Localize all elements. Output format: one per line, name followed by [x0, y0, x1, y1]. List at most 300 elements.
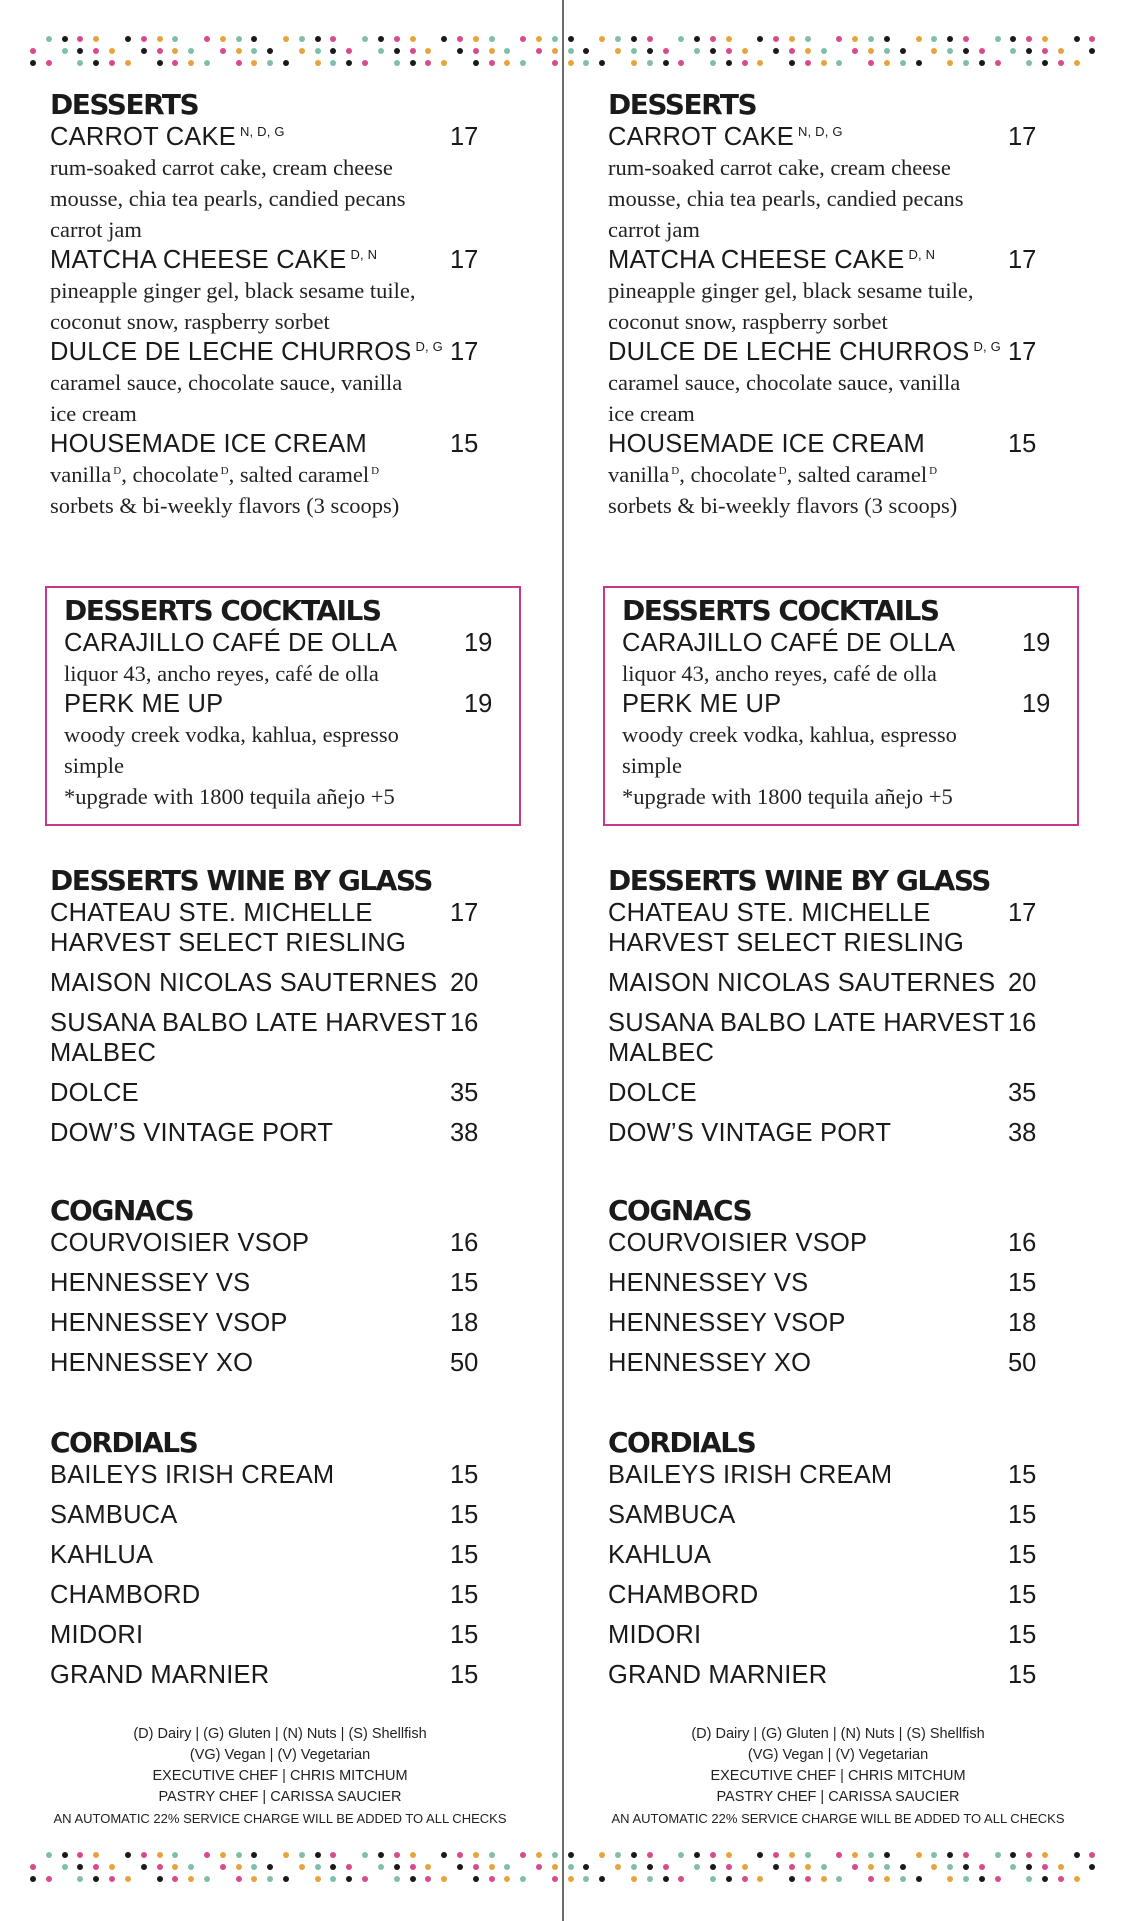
- description-line: ice cream: [50, 401, 137, 426]
- flavor-name: , chocolate: [121, 462, 219, 487]
- decorative-dot: [836, 36, 842, 42]
- decorative-dot: [1074, 36, 1080, 42]
- decorative-dot: [773, 1864, 779, 1870]
- menu-item-row: [50, 1078, 560, 1108]
- desserts-section: [50, 88, 560, 521]
- decorative-dot: [805, 1876, 811, 1882]
- decorative-dot: [568, 1852, 574, 1858]
- decorative-dot: [204, 36, 210, 42]
- decorative-dot: [979, 60, 985, 66]
- decorative-dot: [425, 1876, 431, 1882]
- item-name-text: MIDORI: [608, 1621, 702, 1649]
- item-description: [50, 275, 560, 337]
- dairy-tag: D: [113, 464, 122, 477]
- decorative-dot: [1010, 1852, 1016, 1858]
- decorative-dot: [362, 36, 368, 42]
- decorative-dot: [726, 48, 732, 54]
- decorative-dot: [615, 1852, 621, 1858]
- decorative-dot: [694, 36, 700, 42]
- decorative-dot: [504, 60, 510, 66]
- decorative-dot: [473, 1876, 479, 1882]
- description-line: ice cream: [608, 401, 695, 426]
- decorative-dot: [267, 48, 273, 54]
- decorative-dot: [568, 60, 574, 66]
- decorative-dot: [346, 1876, 352, 1882]
- decorative-dot: [410, 36, 416, 42]
- decorative-dot: [489, 1852, 495, 1858]
- decorative-dot: [77, 36, 83, 42]
- decorative-dot: [299, 1864, 305, 1870]
- description-line: rum-soaked carrot cake, cream cheese: [608, 155, 951, 180]
- dietary-tags: D, G: [415, 338, 443, 354]
- decorative-dot: [251, 1864, 257, 1870]
- menu-item-row: [608, 1500, 1118, 1540]
- decorative-dot: [979, 48, 985, 54]
- section-title: COGNACS: [608, 1194, 752, 1227]
- decorative-dot: [157, 36, 163, 42]
- decorative-dot: [204, 1852, 210, 1858]
- description-line: *upgrade with 1800 tequila añejo +5: [64, 784, 395, 809]
- decorative-dot: [62, 36, 68, 42]
- item-price: 16: [450, 1009, 479, 1037]
- item-price: 15: [1008, 1621, 1037, 1649]
- flavor-name: , chocolate: [679, 462, 777, 487]
- item-name-text: HOUSEMADE ICE CREAM: [50, 430, 367, 458]
- item-price: 17: [450, 123, 479, 151]
- dairy-tag: D: [220, 464, 229, 477]
- decorative-dot: [1010, 48, 1016, 54]
- item-name-line: HARVEST SELECT RIESLING: [50, 929, 407, 957]
- decorative-dot: [916, 36, 922, 42]
- decorative-dot: [157, 60, 163, 66]
- item-price: 19: [464, 629, 493, 657]
- decorative-dot: [631, 1852, 637, 1858]
- item-name-text: HOUSEMADE ICE CREAM: [608, 430, 925, 458]
- dessert-wine-section: [50, 864, 560, 1158]
- decorative-dot: [757, 60, 763, 66]
- description-line: simple: [622, 753, 682, 778]
- decorative-dot: [884, 36, 890, 42]
- decorative-dot: [647, 48, 653, 54]
- menu-item-row: [64, 689, 507, 719]
- decorative-dot: [710, 48, 716, 54]
- item-name: [64, 628, 464, 658]
- decorative-dot: [315, 36, 321, 42]
- item-name-text: HENNESSEY VSOP: [50, 1309, 288, 1337]
- menu-item-row: [50, 1660, 560, 1700]
- decorative-dot: [77, 1876, 83, 1882]
- decorative-dot: [267, 60, 273, 66]
- decorative-dot: [394, 1876, 400, 1882]
- decorative-dot: [789, 1876, 795, 1882]
- decorative-dot: [77, 60, 83, 66]
- decorative-dot: [599, 60, 605, 66]
- item-price: 19: [464, 690, 493, 718]
- item-name-text: GRAND MARNIER: [608, 1661, 828, 1689]
- item-description: [50, 459, 560, 521]
- decorative-dot: [188, 1876, 194, 1882]
- menu-item-row: [50, 337, 560, 367]
- decorative-dot: [1058, 60, 1064, 66]
- item-price: 15: [450, 430, 479, 458]
- menu-item-row: [608, 1580, 1118, 1620]
- decorative-dot: [172, 1864, 178, 1870]
- item-name-line: DOW’S VINTAGE PORT: [608, 1119, 892, 1147]
- item-name-text: HENNESSEY VS: [50, 1269, 251, 1297]
- decorative-dot: [441, 60, 447, 66]
- decorative-dot: [757, 1876, 763, 1882]
- decorative-dot: [125, 60, 131, 66]
- decorative-dot: [663, 1864, 669, 1870]
- decorative-dot: [1042, 36, 1048, 42]
- item-name-text: MIDORI: [50, 1621, 144, 1649]
- decorative-dot: [789, 36, 795, 42]
- decorative-dot: [315, 48, 321, 54]
- description-line: carrot jam: [608, 217, 700, 242]
- item-name-text: MATCHA CHEESE CAKE: [50, 246, 347, 274]
- decorative-dot: [852, 1864, 858, 1870]
- decorative-dot: [805, 1864, 811, 1870]
- item-price: 17: [1008, 338, 1037, 366]
- decorative-dot: [330, 36, 336, 42]
- decorative-dot: [267, 1876, 273, 1882]
- decorative-dot: [30, 48, 36, 54]
- decorative-dot: [536, 1864, 542, 1870]
- item-price: 15: [1008, 1501, 1037, 1529]
- decorative-dot: [520, 60, 526, 66]
- description-line: coconut snow, raspberry sorbet: [608, 309, 888, 334]
- decorative-dot: [441, 1852, 447, 1858]
- item-name: [608, 968, 1008, 998]
- decorative-dot: [836, 60, 842, 66]
- item-price: 18: [450, 1309, 479, 1337]
- decorative-dot: [963, 48, 969, 54]
- decorative-dot: [410, 1852, 416, 1858]
- decorative-dot: [504, 1864, 510, 1870]
- item-name: [608, 245, 1008, 275]
- decorative-dot: [663, 1876, 669, 1882]
- decorative-dot: [916, 1852, 922, 1858]
- cognacs-section: [608, 1194, 1118, 1388]
- decorative-dot: [157, 1876, 163, 1882]
- decorative-dot: [62, 1852, 68, 1858]
- section-title: DESSERTS: [608, 88, 757, 121]
- decorative-dot: [93, 1864, 99, 1870]
- item-name: [50, 1118, 450, 1148]
- menu-item-row: [50, 1228, 560, 1268]
- item-name-text: DULCE DE LECHE CHURROS: [50, 338, 412, 366]
- decorative-dot: [836, 1852, 842, 1858]
- item-price: 20: [1008, 969, 1037, 997]
- cordials-section: [608, 1426, 1118, 1700]
- section-title: COGNACS: [50, 1194, 194, 1227]
- decorative-dot: [457, 1852, 463, 1858]
- item-name: [608, 1008, 1008, 1068]
- decorative-dot: [236, 1876, 242, 1882]
- item-name-line: HARVEST SELECT RIESLING: [608, 929, 965, 957]
- decorative-dot: [362, 1876, 368, 1882]
- item-name-text: PERK ME UP: [622, 690, 782, 718]
- menu-item-row: [50, 1460, 560, 1500]
- menu-page-right: [608, 88, 1118, 1828]
- item-price: 38: [450, 1119, 479, 1147]
- flavor-name: , salted caramel: [786, 462, 928, 487]
- decorative-dot: [378, 1864, 384, 1870]
- item-name: [50, 337, 450, 367]
- description-line: coconut snow, raspberry sorbet: [50, 309, 330, 334]
- decorative-dot: [141, 36, 147, 42]
- decorative-dot: [568, 1864, 574, 1870]
- menu-page-left: [50, 88, 560, 1828]
- item-name-line: DOLCE: [50, 1079, 139, 1107]
- decorative-dot: [1074, 1852, 1080, 1858]
- decorative-dot: [157, 1864, 163, 1870]
- item-price: 15: [450, 1541, 479, 1569]
- cordials-section: [50, 1426, 560, 1700]
- description-line: caramel sauce, chocolate sauce, vanilla: [50, 370, 403, 395]
- description-line: woody creek vodka, kahlua, espresso: [622, 722, 957, 747]
- item-price: 15: [1008, 1661, 1037, 1689]
- decorative-dot: [346, 48, 352, 54]
- allergen-key: (D) Dairy | (G) Gluten | (N) Nuts | (S) Shellfish: [133, 1726, 427, 1742]
- decorative-dot: [647, 36, 653, 42]
- decorative-dot: [568, 48, 574, 54]
- decorative-dot: [947, 60, 953, 66]
- dairy-tag: D: [371, 464, 380, 477]
- decorative-dot: [631, 36, 637, 42]
- decorative-dot: [157, 1852, 163, 1858]
- decorative-dot: [473, 48, 479, 54]
- item-description: [64, 658, 507, 689]
- service-charge-note: AN AUTOMATIC 22% SERVICE CHARGE WILL BE ADDED TO ALL CHECKS: [611, 1811, 1065, 1826]
- item-name: [50, 1078, 450, 1108]
- decorative-dot: [93, 60, 99, 66]
- dessert-wine-section: [608, 864, 1118, 1158]
- decorative-dot: [267, 1864, 273, 1870]
- decorative-dot: [916, 60, 922, 66]
- decorative-dot: [583, 60, 589, 66]
- cognacs-section: [50, 1194, 560, 1388]
- description-line: sorbets & bi-weekly flavors (3 scoops): [608, 493, 958, 518]
- decorative-dot: [536, 48, 542, 54]
- decorative-dot: [236, 1864, 242, 1870]
- item-name: [608, 1268, 1008, 1298]
- decorative-dot: [995, 1876, 1001, 1882]
- decorative-dot: [868, 48, 874, 54]
- decorative-dot: [852, 1852, 858, 1858]
- menu-item-row: [608, 245, 1118, 275]
- description-line: simple: [64, 753, 124, 778]
- decorative-dot: [109, 1864, 115, 1870]
- decorative-dot: [868, 36, 874, 42]
- menu-item-row: [608, 1540, 1118, 1580]
- decorative-dot: [1089, 1864, 1095, 1870]
- dietary-tags: N, D, G: [797, 123, 843, 139]
- menu-item-row: [50, 122, 560, 152]
- item-price: 17: [1008, 899, 1037, 927]
- decorative-dot: [821, 1864, 827, 1870]
- decorative-dot: [694, 1864, 700, 1870]
- decorative-dot: [1074, 1876, 1080, 1882]
- menu-item-row: [608, 1660, 1118, 1700]
- item-price: 16: [1008, 1229, 1037, 1257]
- decorative-dot: [283, 1876, 289, 1882]
- menu-item-row: [50, 1008, 560, 1068]
- item-name: [608, 429, 1008, 459]
- item-name: [50, 1268, 450, 1298]
- item-name: [50, 122, 450, 152]
- menu-item-row: [50, 1500, 560, 1540]
- service-charge-note: AN AUTOMATIC 22% SERVICE CHARGE WILL BE ADDED TO ALL CHECKS: [53, 1811, 507, 1826]
- menu-item-row: [608, 1460, 1118, 1500]
- item-name: [50, 1500, 450, 1530]
- decorative-dot: [251, 60, 257, 66]
- item-name-text: CHAMBORD: [608, 1581, 759, 1609]
- item-price: 17: [1008, 246, 1037, 274]
- decorative-dot: [805, 60, 811, 66]
- decorative-dot: [77, 48, 83, 54]
- description-line: liquor 43, ancho reyes, café de olla: [622, 661, 937, 686]
- decorative-dot: [821, 60, 827, 66]
- decorative-dot: [631, 1876, 637, 1882]
- item-name: [50, 1308, 450, 1338]
- decorative-dot: [62, 48, 68, 54]
- pastry-chef: PASTRY CHEF | CARISSA SAUCIER: [158, 1789, 402, 1805]
- decorative-dot: [1074, 60, 1080, 66]
- decorative-dot: [805, 1852, 811, 1858]
- decorative-dot: [346, 60, 352, 66]
- item-name-text: COURVOISIER VSOP: [50, 1229, 310, 1257]
- dessert-cocktails-box: [603, 586, 1079, 826]
- item-price: 35: [1008, 1079, 1037, 1107]
- decorative-dot: [220, 48, 226, 54]
- item-name: [608, 898, 1008, 958]
- menu-footer: [608, 1724, 1068, 1829]
- decorative-dot: [1042, 1864, 1048, 1870]
- menu-item-row: [50, 1348, 560, 1388]
- decorative-dot: [678, 36, 684, 42]
- decorative-dot: [93, 1852, 99, 1858]
- item-name: [50, 968, 450, 998]
- decorative-dot: [315, 1864, 321, 1870]
- decorative-dot: [663, 48, 669, 54]
- item-name: [64, 689, 464, 719]
- menu-item-row: [50, 1308, 560, 1348]
- decorative-dot: [757, 36, 763, 42]
- item-price: 15: [1008, 1581, 1037, 1609]
- item-name-line: SUSANA BALBO LATE HARVEST: [50, 1009, 447, 1037]
- decorative-dot: [283, 1852, 289, 1858]
- decorative-dot: [599, 36, 605, 42]
- decorative-dot: [694, 1852, 700, 1858]
- decorative-dot: [884, 1864, 890, 1870]
- decorative-dot: [536, 36, 542, 42]
- decorative-dot: [947, 1852, 953, 1858]
- decorative-dot: [916, 1876, 922, 1882]
- item-price: 19: [1022, 629, 1051, 657]
- item-price: 16: [450, 1229, 479, 1257]
- decorative-dot: [631, 1864, 637, 1870]
- menu-item-row: [50, 1620, 560, 1660]
- menu-item-row: [608, 122, 1118, 152]
- item-price: 18: [1008, 1309, 1037, 1337]
- decorative-dot: [378, 48, 384, 54]
- menu-item-row: [608, 337, 1118, 367]
- decorative-dot: [378, 36, 384, 42]
- diet-key: (VG) Vegan | (V) Vegetarian: [747, 1747, 929, 1763]
- decorative-dot: [900, 1876, 906, 1882]
- decorative-dot: [489, 1864, 495, 1870]
- item-name-text: HENNESSEY XO: [608, 1349, 812, 1377]
- decorative-dot: [583, 1876, 589, 1882]
- decorative-dot: [30, 1876, 36, 1882]
- decorative-dot: [410, 1876, 416, 1882]
- decorative-dot: [647, 1876, 653, 1882]
- section-title: CORDIALS: [608, 1426, 756, 1459]
- decorative-dot: [425, 1864, 431, 1870]
- item-name-text: HENNESSEY XO: [50, 1349, 254, 1377]
- decorative-dot: [410, 48, 416, 54]
- decorative-dot: [362, 60, 368, 66]
- item-name-line: MAISON NICOLAS SAUTERNES: [608, 969, 996, 997]
- item-name: [608, 1228, 1008, 1258]
- desserts-section: [608, 88, 1118, 521]
- item-name: [608, 1540, 1008, 1570]
- decorative-dot: [678, 60, 684, 66]
- decorative-dot: [647, 60, 653, 66]
- menu-item-row: [50, 1118, 560, 1148]
- description-line: sorbets & bi-weekly flavors (3 scoops): [50, 493, 400, 518]
- decorative-dot: [900, 48, 906, 54]
- item-name-text: CARROT CAKE: [608, 123, 794, 151]
- item-price: 15: [1008, 1269, 1037, 1297]
- item-description: [50, 152, 560, 245]
- item-name: [50, 245, 450, 275]
- item-name-text: COURVOISIER VSOP: [608, 1229, 868, 1257]
- item-name: [50, 1620, 450, 1650]
- item-price: 38: [1008, 1119, 1037, 1147]
- decorative-dot: [900, 60, 906, 66]
- decorative-dot: [789, 48, 795, 54]
- decorative-dot: [141, 1864, 147, 1870]
- menu-item-row: [608, 1348, 1118, 1388]
- decorative-dot: [647, 1852, 653, 1858]
- item-description: [622, 719, 1065, 812]
- decorative-dot: [220, 36, 226, 42]
- dietary-tags: D, N: [908, 246, 936, 262]
- decorative-dot: [141, 48, 147, 54]
- item-price: 35: [450, 1079, 479, 1107]
- item-name: [608, 1460, 1008, 1490]
- item-price: 15: [450, 1501, 479, 1529]
- decorative-dot: [1042, 1852, 1048, 1858]
- decorative-dot: [93, 36, 99, 42]
- decorative-dot: [1089, 1852, 1095, 1858]
- decorative-dot: [631, 60, 637, 66]
- flavor-line: [50, 459, 560, 490]
- menu-footer: [50, 1724, 510, 1829]
- menu-item-row: [608, 1118, 1118, 1148]
- decorative-dot: [947, 1876, 953, 1882]
- item-price: 17: [1008, 123, 1037, 151]
- decorative-dot: [425, 48, 431, 54]
- decorative-dot: [425, 60, 431, 66]
- decorative-dot: [726, 1876, 732, 1882]
- item-name-line: DOLCE: [608, 1079, 697, 1107]
- decorative-dot: [378, 1852, 384, 1858]
- decorative-dot: [299, 36, 305, 42]
- item-name-text: CARROT CAKE: [50, 123, 236, 151]
